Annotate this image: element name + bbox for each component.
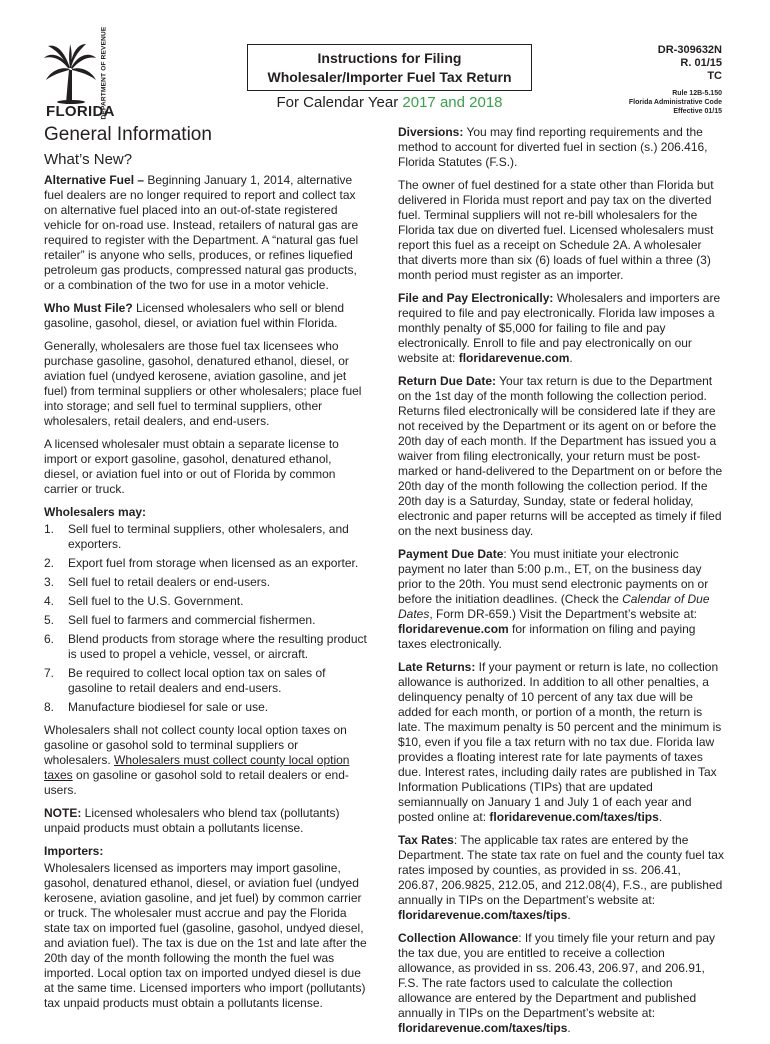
logo-florida-text: FLORIDA (46, 103, 115, 120)
general-information-heading: General Information (44, 124, 212, 145)
list-item-number: 6. (44, 632, 55, 646)
file-pay-paragraph: File and Pay Electronically: Wholesalers and importers are required to file and pay electronically. Florida law imposes a monthly penalty of $5,000 for failing to file and pay electronically. Enroll to file and pay electronically on our website at: floridarevenue.com. (398, 291, 721, 365)
list-item-text: Manufacture biodiesel for sale or use. (68, 700, 269, 714)
list-item-number: 2. (44, 556, 55, 570)
calendar-year-value: 2017 and 2018 (402, 94, 503, 111)
list-item (44, 575, 368, 590)
list-item-text: Export fuel from storage when licensed as an exporter. (68, 556, 359, 570)
calendar-year-line: For Calendar Year 2017 and 2018 (276, 94, 503, 111)
department-of-revenue-label: DEPARTMENT OF REVENUE (100, 26, 108, 120)
diversions-paragraph: Diversions: You may find reporting requirements and the method to account for diverted fuel in section (s.) 206.416, Florida Statutes (F.S.). (398, 125, 708, 169)
list-item-text: Sell fuel to the U.S. Government. (68, 594, 244, 608)
whats-new-heading: What’s New? (44, 151, 133, 168)
form-number: DR-309632N (657, 44, 722, 56)
payment-due-paragraph: Payment Due Date: You must initiate your electronic payment no later than 5:00 p.m., ET, on the business day prior to the 20th. You must send electronic payments on or before the initiation deadlines. (Check the Calendar of Due Dates, Form DR-659.) Visit the Department’s website at: floridarevenue.com for information on filing and paying taxes electronically. (398, 547, 710, 651)
list-item (44, 613, 368, 628)
form-code: TC (707, 70, 722, 82)
right-column (398, 125, 724, 1044)
tax-rates-paragraph: Tax Rates: The applicable tax rates are entered by the Department. The state tax rate on fuel and the county fuel tax rates imposed by counties, as provided in ss. 206.41, 206.87, 206.9825, 212.05, and 212.08(4), F.S., are published annually in TIPs on the Department’s website at: floridarevenue.com/taxes/tips. (398, 833, 724, 922)
title-line-2: Wholesaler/Importer Fuel Tax Return (267, 69, 512, 85)
license-paragraph: A licensed wholesaler must obtain a separate license to import or export gasoline, gasohol, denatured ethanol, diesel, or aviation fuel into or out of Florida by common carrier or truck. (44, 437, 339, 496)
tax-rates-link[interactable]: floridarevenue.com/taxes/tips (398, 908, 568, 922)
note-paragraph: NOTE: Licensed wholesalers who blend tax (pollutants) unpaid products must obtain a pollutants license. (44, 806, 340, 835)
payment-due-link[interactable]: floridarevenue.com (398, 622, 509, 636)
list-item-number: 3. (44, 575, 55, 589)
list-item (44, 594, 368, 609)
alternative-fuel-paragraph: Alternative Fuel – Beginning January 1, 2014, alternative fuel dealers are no longer required to report and collect tax on alternative fuel placed into an out-of-state registered vehicle for on-road use. Instead, retailers of natural gas are required to register with the Department. A “natural gas fuel retailer” is anyone who sells, produces, or refines liquefied petroleum gas products, compressed natural gas products, or a combination of the two for use in a motor vehicle. (44, 173, 359, 292)
collection-allowance-paragraph: Collection Allowance: If you timely file your return and pay the tax due, you are entitled to receive a collection allowance, as provided in ss. 206.43, 206.97, and 206.91, F.S. The rate factors used to calculate the collection allowance are entered by the Department and published annually in TIPs on the Department’s website at: floridarevenue.com/taxes/tips. (398, 931, 716, 1035)
list-item-number: 5. (44, 613, 55, 627)
title-line-1: Instructions for Filing (317, 50, 462, 66)
form-number-block (658, 44, 722, 83)
form-revision: R. 01/15 (680, 57, 722, 69)
owner-paragraph: The owner of fuel destined for a state other than Florida but delivered in Florida must report and pay tax on the diverted fuel. Terminal suppliers will not re-bill wholesalers for the Florida tax due on diverted fuel. Licensed wholesalers must report this fuel as a receipt on Schedule 2A. A wholesaler that diverts more than six (6) loads of fuel within a three (3) month period must register as an importer. (398, 178, 714, 282)
who-must-file-paragraph: Who Must File? Licensed wholesalers who sell or blend gasoline, gasohol, diesel, or aviation fuel within Florida. (44, 301, 345, 330)
wholesalers-may-list (44, 522, 368, 715)
list-item-text: Sell fuel to retail dealers or end-users. (68, 575, 271, 589)
list-item-number: 1. (44, 522, 55, 536)
list-item-text: Sell fuel to terminal suppliers, other wholesalers, and exporters. (68, 522, 349, 551)
list-item (44, 700, 368, 715)
list-item-text: Be required to collect local option tax on sales of gasoline to retail dealers and end-users. (68, 666, 326, 695)
late-returns-link[interactable]: floridarevenue.com/taxes/tips (489, 810, 659, 824)
form-title-box (247, 44, 532, 91)
list-item-text: Blend products from storage where the resulting product is used to propel a vehicle, vessel, or aircraft. (68, 632, 367, 661)
importers-label: Importers: (44, 844, 104, 858)
file-pay-link[interactable]: floridarevenue.com (458, 351, 570, 365)
shall-not-paragraph: Wholesalers shall not collect county local option taxes on gasoline or gasohol sold to terminal suppliers or wholesalers. Wholesalers must collect county local option taxes on gasoline or gasohol sold to retail dealers or end-users. (44, 723, 350, 797)
list-item-number: 4. (44, 594, 55, 608)
return-due-paragraph: Return Due Date: Your tax return is due to the Department on the 1st day of the month following the collection period. Returns filed electronically will be considered late if they are not received by the Department or its agent on or before the 20th day of each month. If the Department has issued you a waiver from filing electronically, your return must be post-marked or hand-delivered to the Department on or before the 20th day of the month following the collection period. If the 20th day is a Saturday, Sunday, state or federal holiday, electronic and paper returns will be accepted as timely if filed on the next business day. (398, 374, 723, 538)
importers-paragraph: Wholesalers licensed as importers may import gasoline, gasohol, denatured ethanol, diesel, or aviation fuel (undyed kerosene, aviation gasoline, and jet fuel) by common carrier or truck. The wholesaler must accrue and pay the Florida state tax on imported fuel (gasoline, gasohol, undyed diesel, and aviation fuel). The tax is due on the 1st and late after the 20th day of the month following the month the fuel was imported. Local option tax on imported undyed diesel is due at the same time. Licensed importers who import (pollutants) tax unpaid products must obtain a pollutants license. (44, 861, 367, 1010)
list-item-number: 7. (44, 666, 55, 680)
list-item (44, 632, 368, 662)
generally-paragraph: Generally, wholesalers are those fuel tax licensees who purchase gasoline, gasohol, denatured ethanol, diesel, or aviation fuel (undyed kerosene, aviation gasoline, and jet fuel) from terminal suppliers or other wholesalers; place fuel into storage; and sell fuel to terminal suppliers, other wholesalers, retail dealers, and end-users. (44, 339, 362, 428)
collection-allowance-link[interactable]: floridarevenue.com/taxes/tips (398, 1021, 568, 1035)
late-returns-paragraph: Late Returns: If your payment or return is late, no collection allowance is authorized. In addition to all other penalties, a delinquency penalty of 10 percent of any tax due will be added for each month, or portion of a month, the return is late. The maximum penalty is 50 percent and the minimum is $10, even if you file a tax return with no tax due. Florida law provides a floating interest rate for late payments of taxes due. Interest rates, including daily rates are published in Tax Information Publications (TIPs) that are updated semiannually on January 1 and July 1 of each year and posted online at: floridarevenue.com/taxes/tips. (398, 660, 722, 824)
list-item (44, 522, 368, 552)
wholesalers-may-label: Wholesalers may: (44, 505, 147, 519)
list-item (44, 556, 368, 571)
list-item-text: Sell fuel to farmers and commercial fishermen. (68, 613, 316, 627)
list-item (44, 666, 368, 696)
rule-block: Rule 12B-5.150 Florida Administrative Code Effective 01/15 (628, 90, 722, 115)
left-column (44, 124, 368, 1019)
list-item-number: 8. (44, 700, 55, 714)
